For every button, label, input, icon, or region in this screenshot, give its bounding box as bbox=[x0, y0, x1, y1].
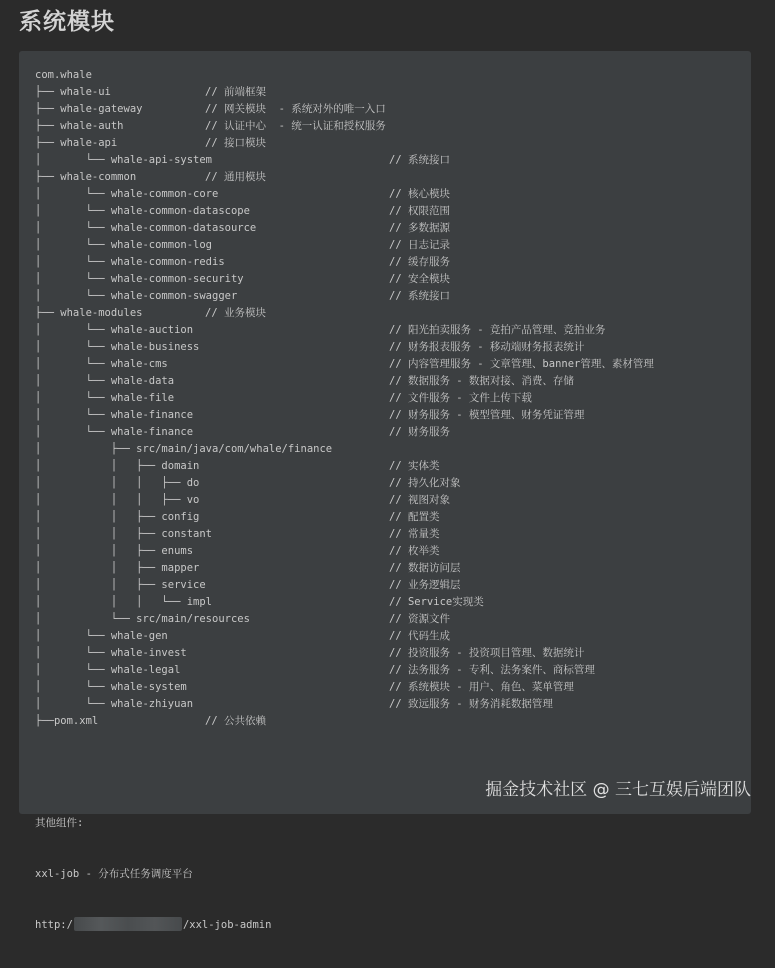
tree-comment: // 枚举类 bbox=[389, 545, 440, 557]
tree-line bbox=[35, 509, 751, 526]
tree-line bbox=[35, 407, 751, 424]
tree-entry: │ └── src/main/resources bbox=[35, 613, 250, 625]
tree-comment: // 财务服务 - 模型管理、财务凭证管理 bbox=[389, 409, 585, 421]
tree-entry: │ └── whale-legal bbox=[35, 664, 181, 676]
tree-line bbox=[35, 441, 751, 458]
tree-line bbox=[35, 577, 751, 594]
tree-entry: │ └── whale-finance bbox=[35, 426, 194, 438]
tree-line bbox=[35, 84, 751, 101]
code-block bbox=[19, 51, 751, 931]
tree-entry: ├── whale-gateway bbox=[35, 103, 143, 115]
tree-line bbox=[35, 628, 751, 645]
tree-entry: │ └── whale-data bbox=[35, 375, 175, 387]
tree-line bbox=[35, 339, 751, 356]
tree-comment: // 文件服务 - 文件上传下载 bbox=[389, 392, 532, 404]
tree-comment: // 财务服务 bbox=[389, 426, 450, 438]
tree-entry: │ │ │ └── impl bbox=[35, 596, 213, 608]
tree-entry: │ │ ├── service bbox=[35, 579, 206, 591]
tree-comment: // 公共依赖 bbox=[205, 715, 266, 727]
tree-comment: // 前端框架 bbox=[205, 86, 266, 98]
tree-comment: // 阳光拍卖服务 - 竞拍产品管理、竞拍业务 bbox=[389, 324, 606, 336]
tree-comment: // 财务报表服务 - 移动端财务报表统计 bbox=[389, 341, 585, 353]
tree-entry: │ └── whale-system bbox=[35, 681, 187, 693]
other-components-heading: 其他组件: bbox=[35, 817, 84, 829]
tree-comment: // 数据服务 - 数据对接、消费、存储 bbox=[389, 375, 574, 387]
tree-comment: // 通用模块 bbox=[205, 171, 266, 183]
tree-comment: // 资源文件 bbox=[389, 613, 450, 625]
tree-entry: ├── whale-modules bbox=[35, 307, 143, 319]
tree-comment: // 系统接口 bbox=[389, 290, 450, 302]
tree-entry: ├── whale-ui bbox=[35, 86, 111, 98]
tree-line bbox=[35, 169, 751, 186]
tree-line bbox=[35, 390, 751, 407]
tree-line bbox=[35, 220, 751, 237]
tree-comment: // 致远服务 - 财务消耗数据管理 bbox=[389, 698, 553, 710]
tree-entry: │ └── whale-cms bbox=[35, 358, 168, 370]
redacted-host bbox=[74, 917, 182, 931]
tree-entry: │ └── whale-invest bbox=[35, 647, 187, 659]
tree-entry: │ │ ├── domain bbox=[35, 460, 200, 472]
xxl-job-line: xxl-job - 分布式任务调度平台 bbox=[35, 868, 193, 880]
tree-comment: // 业务逻辑层 bbox=[389, 579, 461, 591]
tree-entry: │ └── whale-auction bbox=[35, 324, 194, 336]
tree-line bbox=[35, 424, 751, 441]
tree-comment: // 系统接口 bbox=[389, 154, 450, 166]
tree-line bbox=[35, 203, 751, 220]
tree-comment: // 接口模块 bbox=[205, 137, 266, 149]
tree-entry: │ └── whale-business bbox=[35, 341, 200, 353]
url-suffix: /xxl-job-admin bbox=[182, 919, 272, 931]
tree-entry: │ │ │ ├── vo bbox=[35, 494, 200, 506]
tree-comment: // 数据访问层 bbox=[389, 562, 461, 574]
tree-entry: │ └── whale-common-datasource bbox=[35, 222, 257, 234]
tree-comment: // 法务服务 - 专利、法务案件、商标管理 bbox=[389, 664, 595, 676]
url-prefix: http:/ bbox=[35, 919, 73, 931]
tree-entry: │ └── whale-zhiyuan bbox=[35, 698, 194, 710]
tree-entry: │ └── whale-finance bbox=[35, 409, 194, 421]
tree-entry: │ └── whale-common-redis bbox=[35, 256, 225, 268]
tree-line bbox=[35, 152, 751, 169]
tree-entry: │ ├── src/main/java/com/whale/finance bbox=[35, 443, 333, 455]
tree-entry: com.whale bbox=[35, 69, 92, 81]
tree-line bbox=[35, 118, 751, 135]
tree-entry: │ └── whale-common-datascope bbox=[35, 205, 250, 217]
tree-comment: // Service实现类 bbox=[389, 596, 484, 608]
other-components bbox=[35, 730, 751, 968]
tree-comment: // 权限范围 bbox=[389, 205, 450, 217]
tree-line bbox=[35, 373, 751, 390]
tree-line bbox=[35, 288, 751, 305]
tree-entry: ├── whale-api bbox=[35, 137, 118, 149]
tree-entry: │ └── whale-file bbox=[35, 392, 175, 404]
tree-line bbox=[35, 271, 751, 288]
tree-line bbox=[35, 713, 751, 730]
tree-entry: │ │ ├── enums bbox=[35, 545, 194, 557]
tree-comment: // 系统模块 - 用户、角色、菜单管理 bbox=[389, 681, 574, 693]
tree-line bbox=[35, 696, 751, 713]
tree-comment: // 视图对象 bbox=[389, 494, 450, 506]
page-title: 系统模块 bbox=[19, 9, 115, 35]
tree-comment: // 缓存服务 bbox=[389, 256, 450, 268]
tree-comment: // 核心模块 bbox=[389, 188, 450, 200]
tree-line bbox=[35, 543, 751, 560]
tree-entry: │ └── whale-common-core bbox=[35, 188, 219, 200]
tree-line bbox=[35, 526, 751, 543]
tree-entry: ├── whale-auth bbox=[35, 120, 124, 132]
tree-line bbox=[35, 101, 751, 118]
tree-line bbox=[35, 322, 751, 339]
tree-comment: // 常量类 bbox=[389, 528, 440, 540]
tree-comment: // 安全模块 bbox=[389, 273, 450, 285]
tree-entry: │ └── whale-api-system bbox=[35, 154, 213, 166]
tree-comment: // 投资服务 - 投资项目管理、数据统计 bbox=[389, 647, 585, 659]
tree-line bbox=[35, 645, 751, 662]
tree-comment: // 认证中心 - 统一认证和授权服务 bbox=[205, 120, 386, 132]
tree-entry: │ │ │ ├── do bbox=[35, 477, 200, 489]
xxl-job-url bbox=[35, 917, 751, 934]
tree-line bbox=[35, 186, 751, 203]
tree-comment: // 网关模块 - 系统对外的唯一入口 bbox=[205, 103, 386, 115]
tree-comment: // 多数据源 bbox=[389, 222, 450, 234]
tree-line bbox=[35, 594, 751, 611]
tree-entry: │ └── whale-gen bbox=[35, 630, 168, 642]
tree-entry: │ └── whale-common-swagger bbox=[35, 290, 238, 302]
tree-comment: // 配置类 bbox=[389, 511, 440, 523]
tree-line bbox=[35, 662, 751, 679]
tree-line bbox=[35, 254, 751, 271]
tree-line bbox=[35, 135, 751, 152]
tree-line bbox=[35, 492, 751, 509]
watermark: 掘金技术社区 @ 三七互娱后端团队 bbox=[485, 780, 751, 800]
tree-line bbox=[35, 611, 751, 628]
tree-comment: // 代码生成 bbox=[389, 630, 450, 642]
tree-comment: // 内容管理服务 - 文章管理、banner管理、素材管理 bbox=[389, 358, 654, 370]
tree-line bbox=[35, 67, 751, 84]
tree-entry: │ │ ├── mapper bbox=[35, 562, 200, 574]
tree-line bbox=[35, 356, 751, 373]
tree-entry: ├──pom.xml bbox=[35, 715, 99, 727]
tree-entry: │ │ ├── constant bbox=[35, 528, 213, 540]
tree-line bbox=[35, 475, 751, 492]
tree-entry: │ └── whale-common-security bbox=[35, 273, 244, 285]
tree-line bbox=[35, 305, 751, 322]
tree-comment: // 业务模块 bbox=[205, 307, 266, 319]
tree-line bbox=[35, 679, 751, 696]
tree-comment: // 日志记录 bbox=[389, 239, 450, 251]
tree-entry: │ │ ├── config bbox=[35, 511, 200, 523]
tree-comment: // 持久化对象 bbox=[389, 477, 461, 489]
tree-line bbox=[35, 458, 751, 475]
directory-tree bbox=[35, 67, 751, 730]
tree-line bbox=[35, 237, 751, 254]
tree-entry: ├── whale-common bbox=[35, 171, 137, 183]
tree-line bbox=[35, 560, 751, 577]
tree-entry: │ └── whale-common-log bbox=[35, 239, 213, 251]
tree-comment: // 实体类 bbox=[389, 460, 440, 472]
